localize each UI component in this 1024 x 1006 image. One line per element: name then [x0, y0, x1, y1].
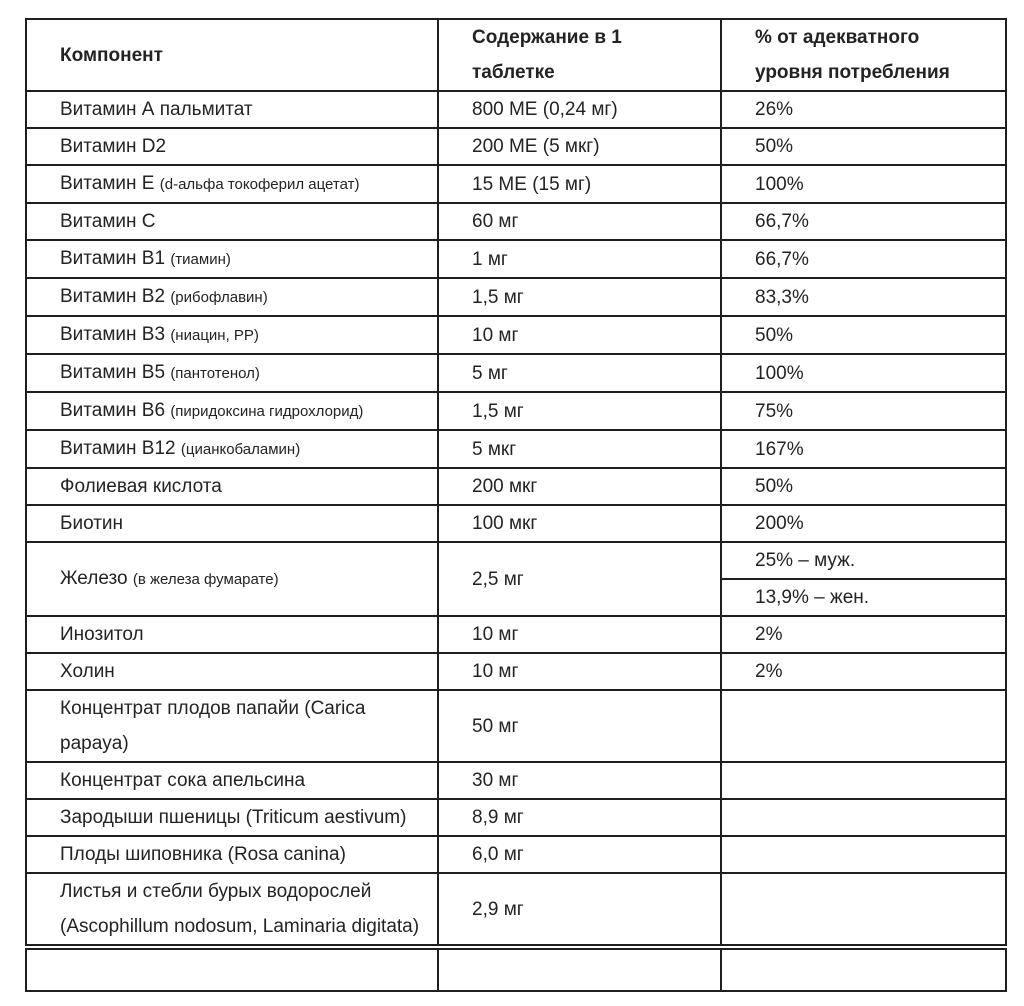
header-amount-line: таблетке	[472, 62, 555, 83]
percent-cell: 100%	[721, 165, 1006, 203]
percent-cell	[721, 947, 1006, 991]
component-note: (ниацин, PP)	[170, 327, 259, 344]
table-row	[26, 799, 1006, 836]
amount-cell: 200 МЕ (5 мкг)	[438, 128, 721, 165]
percent-cell: 13,9% – жен.	[721, 579, 1006, 616]
component-name: Листья и стебли бурых водорослей (Ascophillum nodosum, Laminaria digitata)	[60, 881, 420, 937]
component-name: Концентрат плодов папайи (Carica papaya)	[60, 698, 366, 754]
component-name: Биотин	[60, 513, 124, 534]
amount-cell: 2,9 мг	[438, 873, 721, 947]
component-name: Витамин В3	[60, 324, 166, 345]
table-row	[26, 505, 1006, 542]
table-row	[26, 240, 1006, 278]
component-note: (тиамин)	[170, 251, 231, 268]
component-cell	[26, 165, 438, 203]
amount-cell	[438, 947, 721, 991]
percent-cell: 26%	[721, 91, 1006, 128]
component-cell	[26, 799, 438, 836]
table-row	[26, 91, 1006, 128]
amount-cell: 60 мг	[438, 203, 721, 240]
component-cell	[26, 240, 438, 278]
component-cell	[26, 762, 438, 799]
percent-cell: 200%	[721, 505, 1006, 542]
component-cell	[26, 873, 438, 947]
component-note: (d-альфа токоферил ацетат)	[159, 176, 360, 193]
percent-cell	[721, 873, 1006, 947]
amount-cell: 15 МЕ (15 мг)	[438, 165, 721, 203]
component-name: Плоды шиповника (Rosa canina)	[60, 844, 346, 865]
percent-cell: 83,3%	[721, 278, 1006, 316]
component-name: Холин	[60, 661, 115, 682]
component-note: (пиридоксина гидрохлорид)	[170, 403, 364, 420]
amount-cell: 10 мг	[438, 316, 721, 354]
component-note: (рибофлавин)	[170, 289, 268, 306]
table-row	[26, 653, 1006, 690]
component-cell	[26, 128, 438, 165]
percent-cell: 100%	[721, 354, 1006, 392]
amount-cell: 5 мг	[438, 354, 721, 392]
percent-cell: 50%	[721, 316, 1006, 354]
amount-cell: 1,5 мг	[438, 278, 721, 316]
table-row	[26, 430, 1006, 468]
component-name: Витамин В12	[60, 438, 176, 459]
percent-cell	[721, 762, 1006, 799]
table-row	[26, 392, 1006, 430]
composition-table	[25, 18, 1007, 992]
component-cell	[26, 316, 438, 354]
component-cell	[26, 354, 438, 392]
component-name: Витамин В1	[60, 248, 166, 269]
amount-cell: 1 мг	[438, 240, 721, 278]
amount-cell: 8,9 мг	[438, 799, 721, 836]
amount-cell: 6,0 мг	[438, 836, 721, 873]
component-name: Витамин Е	[60, 173, 155, 194]
table-body	[26, 91, 1006, 991]
header-row	[26, 19, 1006, 91]
header-percent-line: уровня потребления	[755, 62, 950, 83]
percent-cell: 2%	[721, 616, 1006, 653]
table-row	[26, 616, 1006, 653]
component-cell	[26, 616, 438, 653]
component-cell	[26, 690, 438, 762]
percent-cell: 2%	[721, 653, 1006, 690]
component-cell	[26, 430, 438, 468]
component-note: (в железа фумарате)	[132, 571, 279, 588]
percent-cell: 66,7%	[721, 203, 1006, 240]
component-name: Витамин D2	[60, 136, 167, 157]
table-row	[26, 836, 1006, 873]
table-row	[26, 316, 1006, 354]
component-name: Витамин С	[60, 211, 156, 232]
header-component-line: Компонент	[60, 44, 163, 66]
component-cell	[26, 947, 438, 991]
component-cell	[26, 836, 438, 873]
component-cell	[26, 653, 438, 690]
component-name: Инозитол	[60, 624, 144, 645]
table-row	[26, 128, 1006, 165]
component-cell	[26, 542, 438, 616]
table-row	[26, 690, 1006, 762]
amount-cell: 200 мкг	[438, 468, 721, 505]
header-amount-line: Содержание в 1	[472, 27, 622, 48]
header-percent-line: % от адекватного	[755, 27, 920, 48]
component-cell	[26, 505, 438, 542]
percent-cell	[721, 836, 1006, 873]
table-row	[26, 762, 1006, 799]
table-row	[26, 947, 1006, 991]
amount-cell: 30 мг	[438, 762, 721, 799]
component-note: (пантотенол)	[170, 365, 260, 382]
table-row	[26, 468, 1006, 505]
component-name: Железо	[60, 568, 128, 589]
table-row	[26, 873, 1006, 947]
amount-cell: 50 мг	[438, 690, 721, 762]
percent-cell: 167%	[721, 430, 1006, 468]
component-cell	[26, 91, 438, 128]
component-name: Концентрат сока апельсина	[60, 770, 306, 791]
component-name: Витамин А пальмитат	[60, 99, 253, 120]
component-name: Витамин В5	[60, 362, 166, 383]
amount-cell: 100 мкг	[438, 505, 721, 542]
component-cell	[26, 278, 438, 316]
percent-cell: 66,7%	[721, 240, 1006, 278]
component-cell	[26, 468, 438, 505]
amount-cell: 5 мкг	[438, 430, 721, 468]
component-note: (цианкобаламин)	[180, 441, 301, 458]
amount-cell: 800 МЕ (0,24 мг)	[438, 91, 721, 128]
table-row	[26, 278, 1006, 316]
percent-cell: 25% – муж.	[721, 542, 1006, 579]
table-row	[26, 542, 1006, 579]
component-name: Витамин В2	[60, 286, 166, 307]
percent-cell: 75%	[721, 392, 1006, 430]
percent-cell: 50%	[721, 128, 1006, 165]
table-row	[26, 165, 1006, 203]
table-row	[26, 203, 1006, 240]
component-name: Фолиевая кислота	[60, 476, 222, 497]
component-name: Зародыши пшеницы (Triticum aestivum)	[60, 807, 407, 828]
header-percent	[721, 19, 1006, 91]
amount-cell: 1,5 мг	[438, 392, 721, 430]
table-row	[26, 354, 1006, 392]
component-cell	[26, 203, 438, 240]
percent-cell	[721, 799, 1006, 836]
component-cell	[26, 392, 438, 430]
header-amount	[438, 19, 721, 91]
percent-cell: 50%	[721, 468, 1006, 505]
amount-cell: 10 мг	[438, 616, 721, 653]
percent-cell	[721, 690, 1006, 762]
component-name: Витамин В6	[60, 400, 166, 421]
amount-cell: 2,5 мг	[438, 542, 721, 616]
amount-cell: 10 мг	[438, 653, 721, 690]
header-component	[26, 19, 438, 91]
